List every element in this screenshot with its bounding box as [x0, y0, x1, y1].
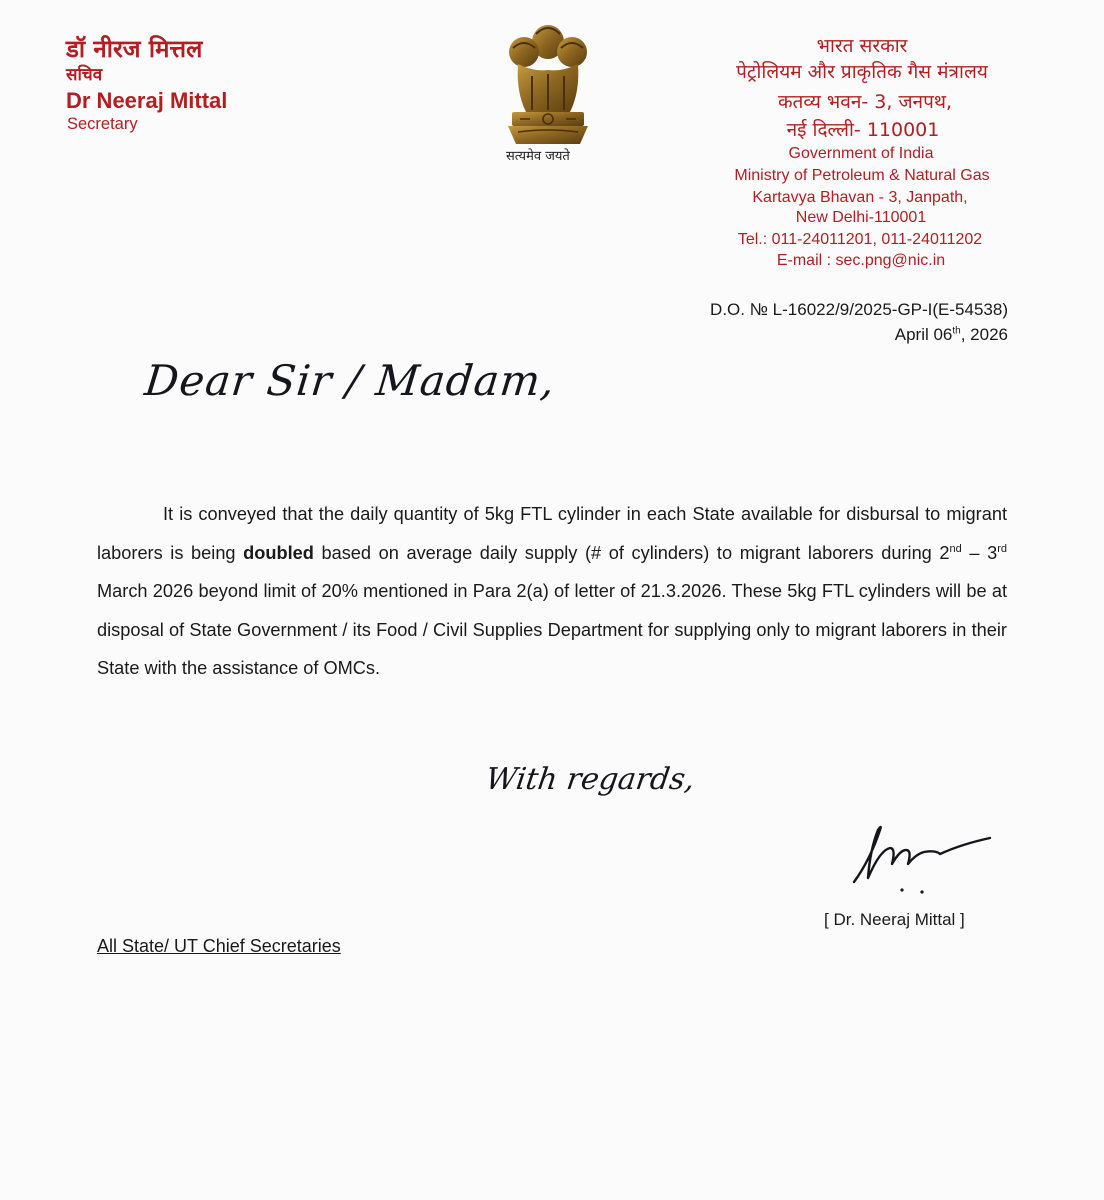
body-text-part4: March 2026 beyond limit of 20% mentioned in Para 2(a) of letter of 21.3.2026. These 5kg FTL cylinders will be at disposal of State Government / its Food / Civil Supplies Department for supplying only to migrant laborers in their State with the assistance of OMCs.	[97, 581, 1007, 678]
office-english-line1: Government of India	[788, 145, 934, 162]
sender-designation-hindi: सचिव	[66, 65, 103, 85]
body-sup-rd: rd	[997, 542, 1007, 555]
body-text-part3: – 3	[961, 542, 998, 563]
office-english-line4: New Delhi-110001	[795, 209, 927, 226]
body-paragraph	[97, 495, 1007, 688]
body-emphasis: doubled	[243, 542, 314, 563]
sender-name: Dr Neeraj Mittal	[66, 88, 228, 113]
letter-date	[895, 325, 1008, 345]
signatory-name: [ Dr. Neeraj Mittal ]	[824, 910, 965, 929]
sender-name-hindi: डॉ नीरज मित्तल	[66, 35, 203, 63]
addressee: All State/ UT Chief Secretaries	[97, 936, 341, 956]
letter-body	[97, 495, 1007, 688]
national-emblem-icon	[496, 20, 600, 150]
closing: With regards,	[483, 762, 697, 797]
emblem-motto: सत्यमेव जयते	[506, 149, 570, 164]
office-hindi-line4: नई दिल्ली- 110001	[786, 119, 940, 141]
date-month-day: April 06	[894, 325, 953, 344]
signature-icon	[840, 820, 1010, 900]
office-hindi-line2: पेट्रोलियम और प्राकृतिक गैस मंत्रालय	[736, 61, 988, 83]
body-text-part1: It is conveyed that the daily quantity of 5kg FTL cylinder in each State available for disbursal to migrant laborers is being	[97, 504, 1007, 563]
body-sup-nd: nd	[949, 542, 962, 555]
reference-number: D.O. № L-16022/9/2025-GP-I(E-54538)	[710, 300, 1008, 319]
office-hindi-line3: कतव्य भवन- 3, जनपथ,	[777, 91, 953, 113]
date-ordinal: th	[952, 325, 961, 337]
body-text-part2: based on average daily supply (# of cylinders) to migrant laborers during 2	[313, 542, 950, 563]
salutation: Dear Sir / Madam,	[142, 356, 558, 405]
office-hindi-line1: भारत सरकार	[816, 35, 908, 57]
office-telephone: Tel.: 011-24011201, 011-24011202	[737, 231, 983, 248]
office-english-line2: Ministry of Petroleum & Natural Gas	[734, 167, 990, 184]
sender-designation: Secretary	[67, 115, 138, 133]
office-english-line3: Kartavya Bhavan - 3, Janpath,	[752, 189, 968, 206]
date-year: , 2026	[960, 325, 1008, 344]
office-email: E-mail : sec.png@nic.in	[776, 252, 946, 269]
